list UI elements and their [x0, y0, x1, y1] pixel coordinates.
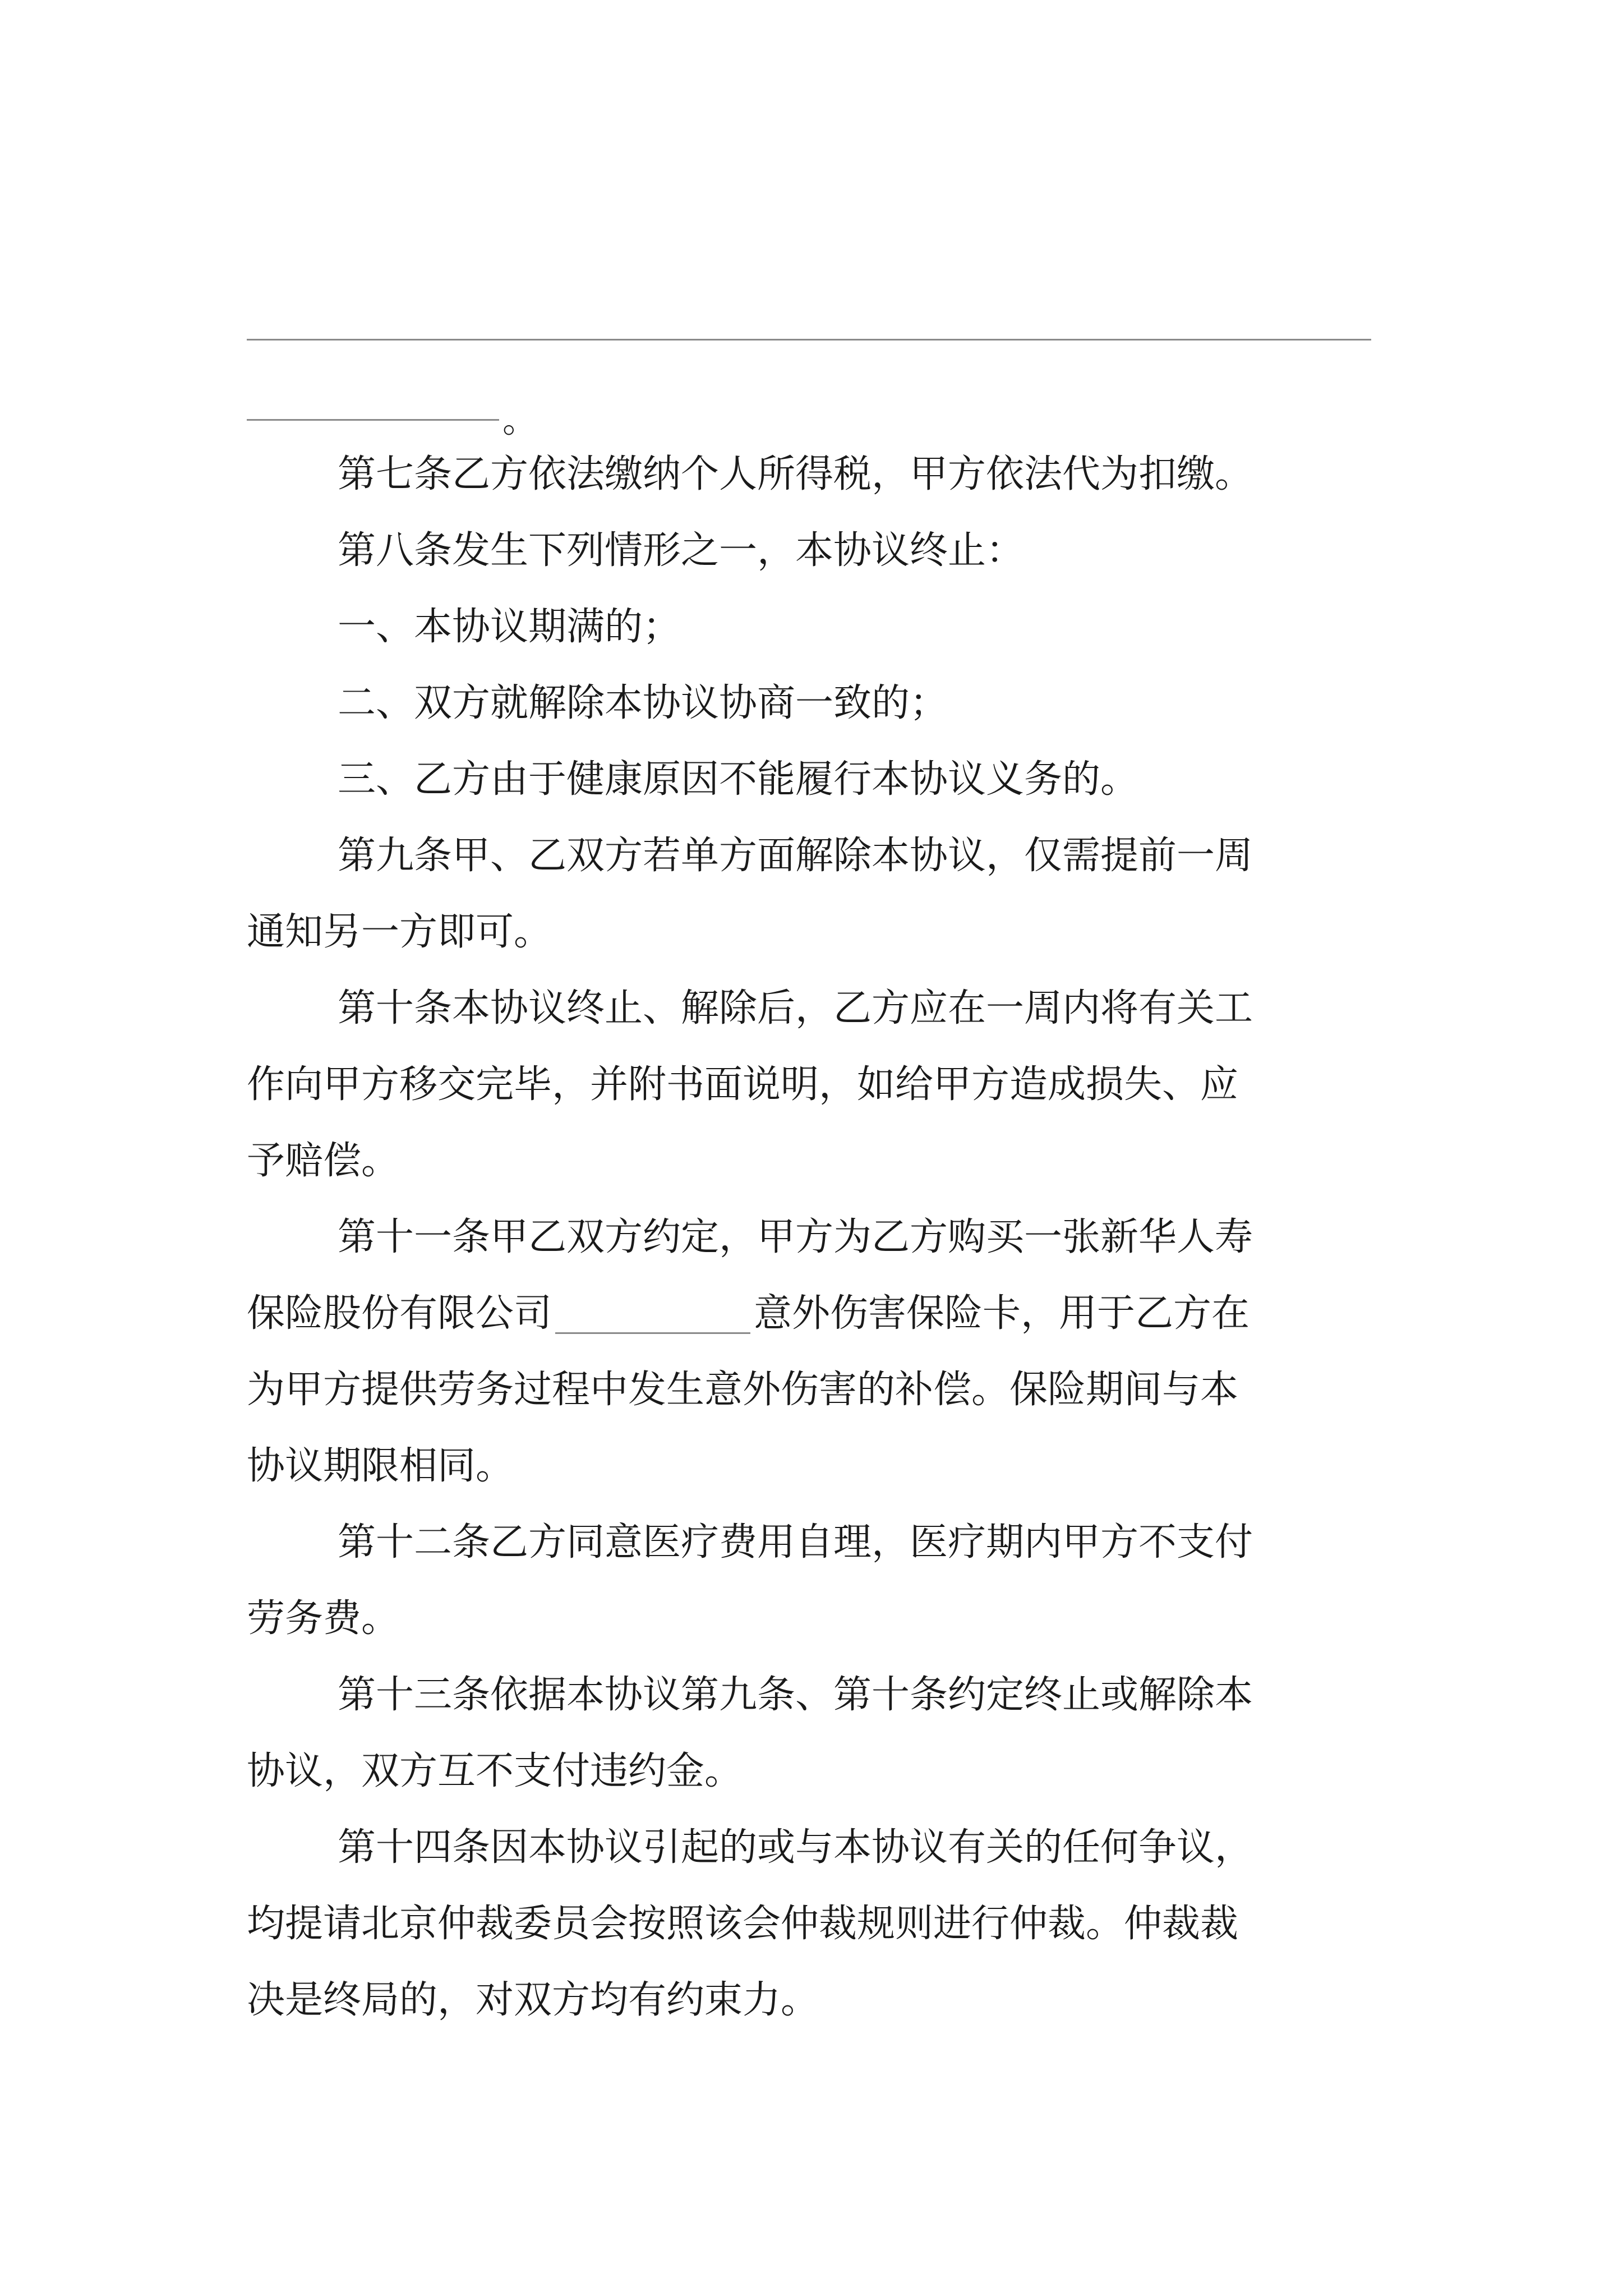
article-12-line-2: 劳务费。 — [247, 1596, 400, 1641]
article-8: 第八条发生下列情形之一，本协议终止： — [338, 528, 1025, 573]
article-8-item-2: 二、双方就解除本协议协商一致的； — [338, 681, 948, 725]
article-8-item-3: 三、乙方由于健康原因不能履行本协议义务的。 — [338, 757, 1139, 802]
article-9-line-1: 第九条甲、乙双方若单方面解除本协议，仅需提前一周 — [338, 834, 1253, 878]
article-7: 第七条乙方依法缴纳个人所得税，甲方依法代为扣缴。 — [338, 452, 1253, 496]
insurance-card-blank — [555, 1332, 750, 1334]
article-11-line-2-end: 意外伤害保险卡，用于乙方在 — [754, 1291, 1250, 1336]
fill-in-blank — [247, 419, 499, 421]
article-14-line-3: 决是终局的，对双方均有约束力。 — [247, 1978, 819, 2022]
article-11-line-2-start: 保险股份有限公司 — [247, 1291, 552, 1336]
article-11-line-4: 协议期限相同。 — [247, 1444, 514, 1488]
article-13-line-1: 第十三条依据本协议第九条、第十条约定终止或解除本 — [338, 1673, 1253, 1717]
article-8-item-1: 一、本协议期满的； — [338, 605, 681, 649]
article-11-line-1: 第十一条甲乙双方约定，甲方为乙方购买一张新华人寿 — [338, 1215, 1253, 1259]
article-10-line-2: 作向甲方移交完毕，并附书面说明，如给甲方造成损失、应 — [247, 1062, 1239, 1107]
article-13-line-2: 协议，双方互不支付违约金。 — [247, 1749, 743, 1793]
article-14-line-1: 第十四条因本协议引起的或与本协议有关的任何争议， — [338, 1825, 1253, 1870]
article-10-line-3: 予赔偿。 — [247, 1139, 400, 1183]
fill-in-period: 。 — [502, 399, 538, 440]
article-12-line-1: 第十二条乙方同意医疗费用自理，医疗期内甲方不支付 — [338, 1520, 1253, 1565]
article-9-line-2: 通知另一方即可。 — [247, 910, 552, 954]
article-14-line-2: 均提请北京仲裁委员会按照该会仲裁规则进行仲裁。仲裁裁 — [247, 1902, 1239, 1946]
article-10-line-1: 第十条本协议终止、解除后，乙方应在一周内将有关工 — [338, 986, 1253, 1030]
article-11-line-3: 为甲方提供劳务过程中发生意外伤害的补偿。保险期间与本 — [247, 1368, 1239, 1412]
fill-in-line-end — [247, 376, 537, 438]
fill-in-line — [247, 339, 1371, 341]
article-11-line-2 — [247, 1291, 1250, 1336]
